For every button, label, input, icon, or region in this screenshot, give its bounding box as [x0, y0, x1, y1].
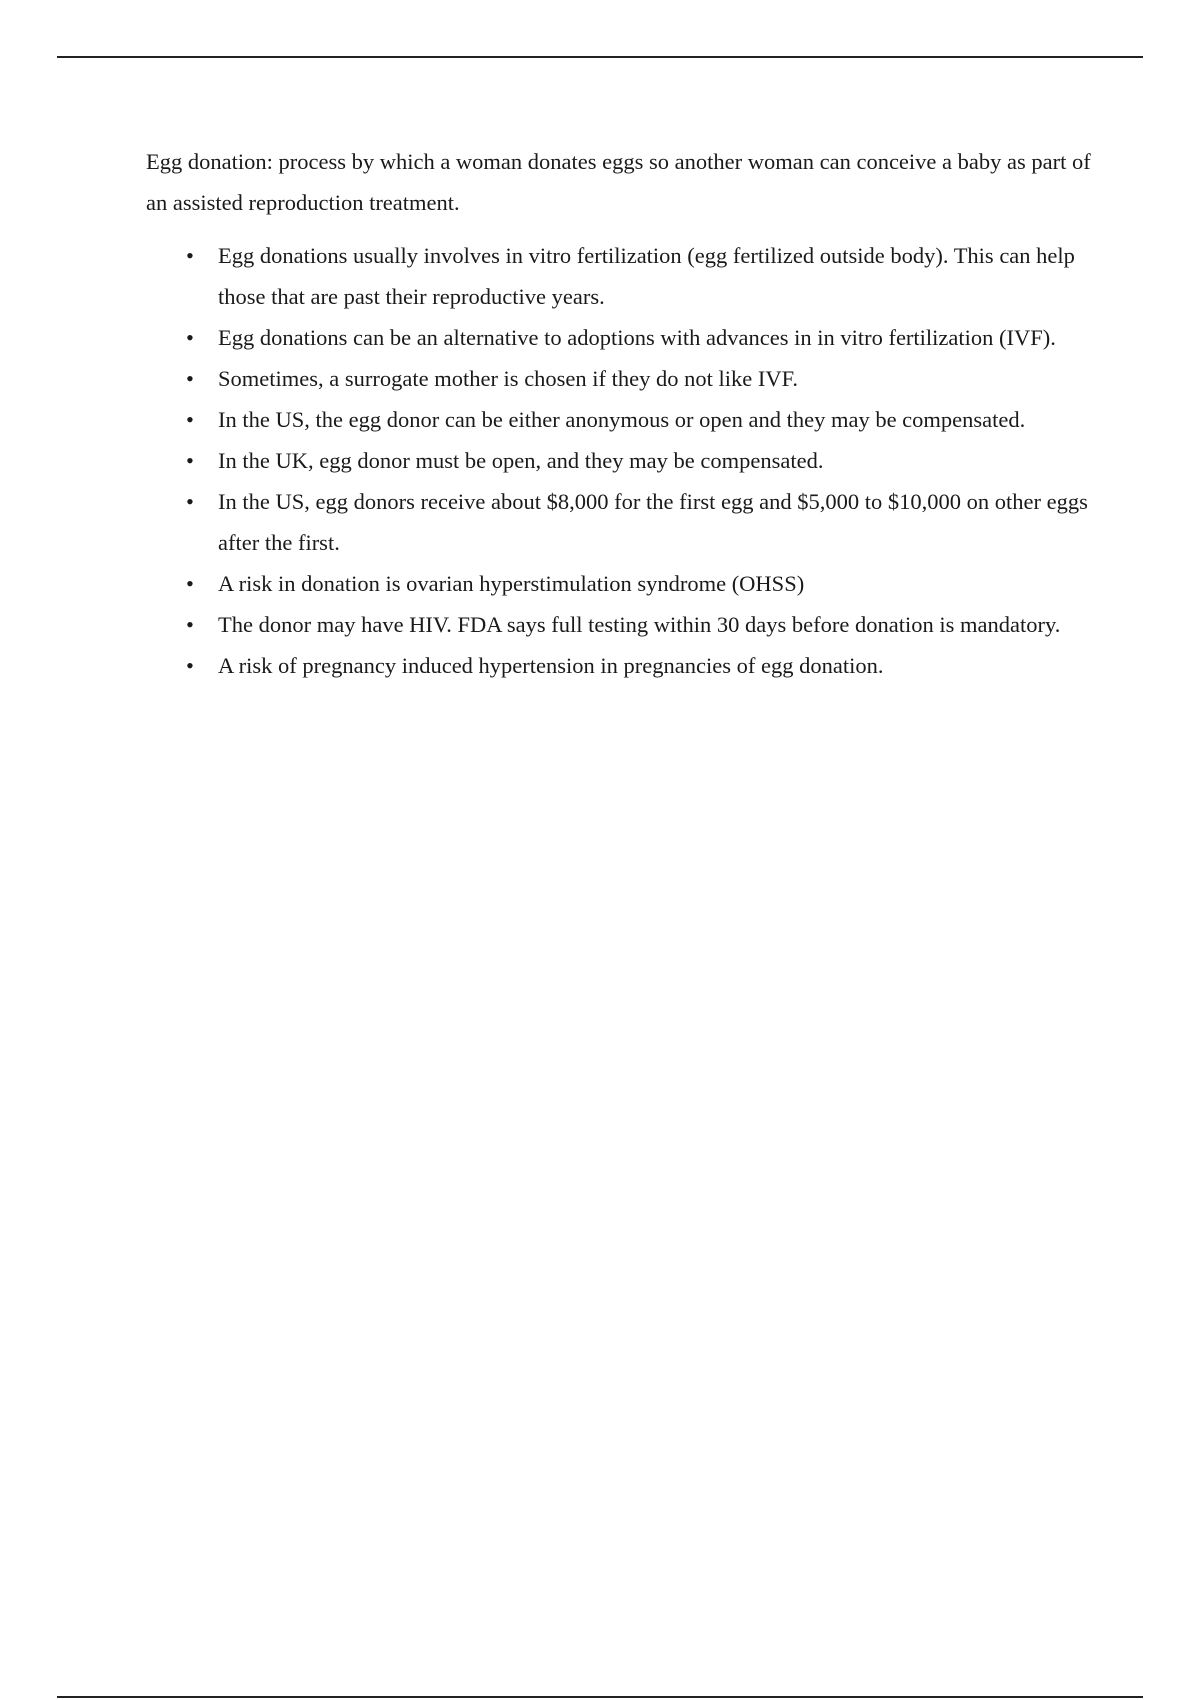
bullet-icon: •: [186, 448, 194, 473]
list-item: [146, 440, 1096, 481]
bullet-icon: •: [186, 366, 194, 391]
list-item: [146, 358, 1096, 399]
list-item: [146, 481, 1096, 563]
list-item: [146, 235, 1096, 317]
list-item: [146, 604, 1096, 645]
list-item-text: In the US, egg donors receive about $8,000 for the first egg and $5,000 to $10,000 on other eggs after the first.: [218, 489, 1088, 555]
list-item-text: Egg donations usually involves in vitro fertilization (egg fertilized outside body). This can help those that are past their reproductive years.: [218, 243, 1075, 309]
intro-paragraph: Egg donation: process by which a woman donates eggs so another woman can conceive a baby as part of an assisted reproduction treatment.: [146, 149, 1091, 215]
list-item-text: In the US, the egg donor can be either anonymous or open and they may be compensated.: [218, 407, 1026, 432]
bullet-list: [146, 235, 1096, 686]
list-item-text: A risk in donation is ovarian hyperstimulation syndrome (OHSS): [218, 571, 805, 596]
bullet-icon: •: [186, 325, 194, 350]
list-item-text: A risk of pregnancy induced hypertension in pregnancies of egg donation.: [218, 653, 884, 678]
footer-rule: [57, 1696, 1143, 1698]
list-item-text: Sometimes, a surrogate mother is chosen if they do not like IVF.: [218, 366, 798, 391]
list-item-text: Egg donations can be an alternative to adoptions with advances in in vitro fertilization (IVF).: [218, 325, 1056, 350]
bullet-icon: •: [186, 653, 194, 678]
bullet-icon: •: [186, 612, 194, 637]
list-item: [146, 399, 1096, 440]
list-item-text: The donor may have HIV. FDA says full testing within 30 days before donation is mandatory.: [218, 612, 1061, 637]
document-body: [146, 141, 1096, 686]
header-rule: [57, 56, 1143, 58]
list-item: [146, 317, 1096, 358]
bullet-icon: •: [186, 407, 194, 432]
list-item-text: In the UK, egg donor must be open, and they may be compensated.: [218, 448, 824, 473]
list-item: [146, 645, 1096, 686]
bullet-icon: •: [186, 243, 194, 268]
bullet-icon: •: [186, 571, 194, 596]
bullet-icon: •: [186, 489, 194, 514]
list-item: [146, 563, 1096, 604]
